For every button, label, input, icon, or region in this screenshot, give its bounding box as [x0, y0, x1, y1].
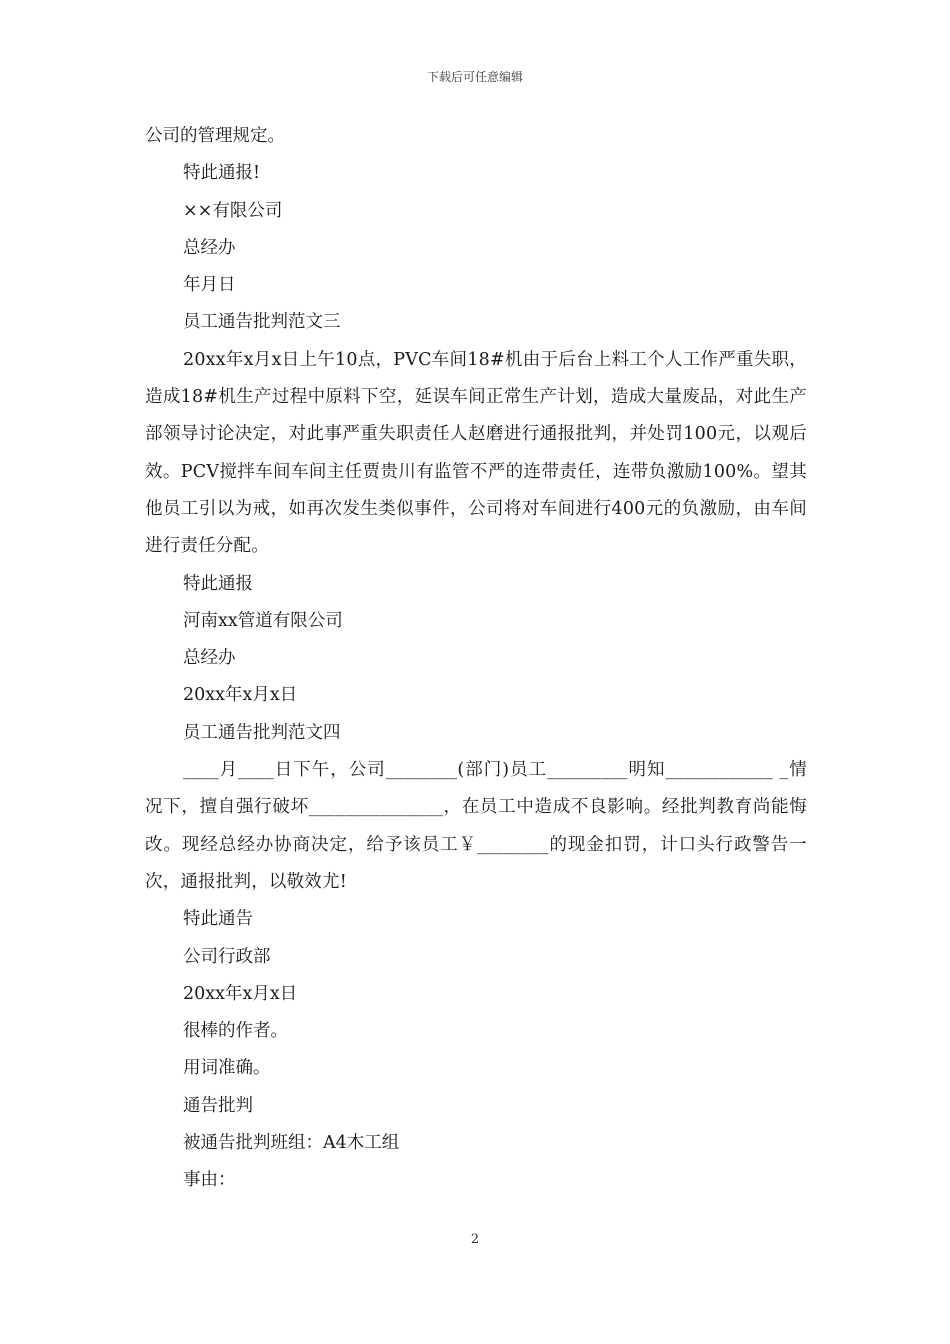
paragraph-line: 事由： [183, 1170, 236, 1191]
page-number: 2 [470, 1232, 480, 1247]
section-title: 员工通告批判范文三 [183, 312, 341, 333]
section-title: 员工通告批判范文四 [183, 722, 341, 743]
department-name: 总经办 [183, 237, 236, 258]
company-name: ××有限公司 [183, 200, 283, 221]
date-line: 20xx年x月x日 [183, 685, 298, 706]
department-name: 总经办 [183, 648, 236, 669]
body-paragraph: 20xx年x月x日上午10点，PVC车间18#机由于后台上料工个人工作严重失职，造成18#机生产过程中原料下空，延误车间正常生产计划，造成大量废品，对此生产部领导讨论决定，对此事严重失职责任人赵磨进行通报批判，并处罚100元，以观后效。PCV搅拌车间车间主任贾贵川有监管不严的连带责任，连带负激励100%。望其他员工引以为戒，如再次发生类似事件，公司将对车间进行400元的负激励，由车间进行责任分配。 [145, 349, 807, 557]
paragraph-line: 被通告批判班组：A4木工组 [183, 1133, 400, 1154]
department-name: 公司行政部 [183, 946, 271, 967]
body-paragraph: ____月____日下午，公司________(部门)员工_________明知____________ _情况下，擅自强行破坏_______________，在员工中造成不良影响。经批判教育尚能悔改。现经总经办协商决定，给予该员工￥________的现金扣罚，计口头行政警告一次，通报批判，以敬效尤! [145, 760, 807, 892]
section-title: 通告批判 [183, 1095, 253, 1116]
paragraph-line: 特此通告 [183, 909, 253, 930]
paragraph-line: 特此通报 [183, 573, 253, 594]
date-line: 年月日 [183, 275, 236, 296]
company-name: 河南xx管道有限公司 [183, 610, 343, 631]
page-header: 下载后可任意编辑 [426, 70, 523, 84]
paragraph-line: 很棒的作者。 [183, 1021, 288, 1042]
paragraph-line: 用词准确。 [183, 1058, 271, 1079]
paragraph-line: 特此通报! [183, 163, 261, 184]
paragraph-line: 公司的管理规定。 [145, 126, 285, 146]
document-body [145, 118, 807, 1200]
date-line: 20xx年x月x日 [183, 983, 298, 1004]
